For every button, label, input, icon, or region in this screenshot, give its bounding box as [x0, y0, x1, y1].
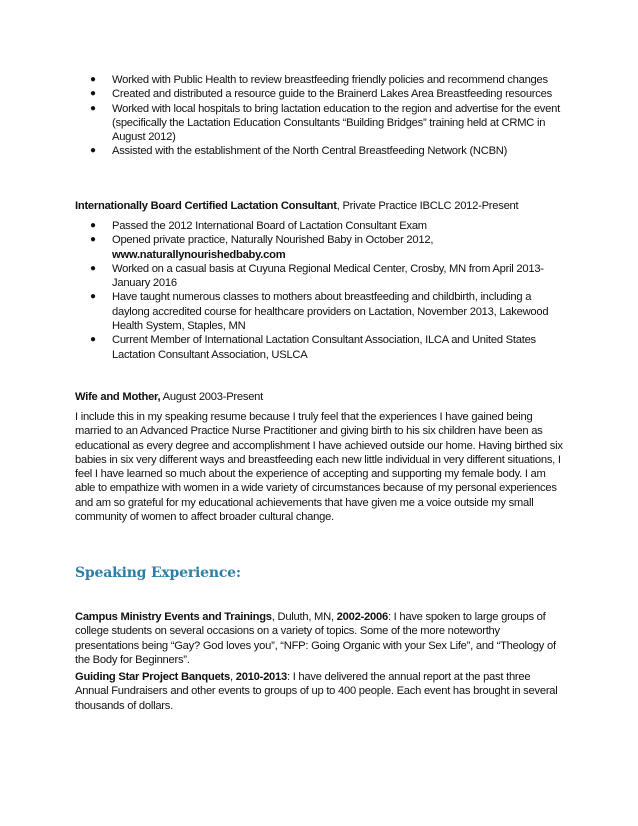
guiding-sep: ,	[230, 671, 236, 683]
list-item: ● Current Member of International Lactation Consultant Association, ILCA and United States Lactation Consultant Association, USLCA	[90, 334, 536, 361]
list-item: ● Worked on a casual basis at Cuyuna Regional Medical Center, Crosby, MN from April 2013-January 2016	[90, 262, 544, 290]
bullet-icon: ●	[90, 74, 96, 85]
campus-ministry-entry	[75, 610, 565, 667]
list-item: ● Have taught numerous classes to mothers about breastfeeding and childbirth, including a daylong accredited course for healthcare providers on Lactation, November 2013, Lakewood Health System, Staples, MN	[90, 291, 549, 333]
ibclc-title: Internationally Board Certified Lactation Consultant	[75, 200, 337, 212]
wife-paragraph: I include this in my speaking resume because I truly feel that the experiences I have gained being married to an Advanced Practice Nurse Practitioner and giving birth to his six children have been as educational as every degree and accomplishment I have achieved outside our home. Having birthed six babies in six very different ways and breastfeeding each new little individual in very different situations, I feel I have learned so much about the experience of accepting and supporting my female body. I am able to empathize with women in a wide variety of circumstances because of my personal experiences and am so grateful for my educational achievements that have given me a voice outside my small community of women to affect broader cultural change.	[75, 411, 563, 524]
bullet-icon: ●	[90, 145, 96, 157]
guiding-text: : I have delivered the annual report at the past three Annual Fundraisers and other events to groups of up to 400 people. Each event has brought in several thousands of dollars.	[75, 671, 558, 712]
ibclc-subtitle: , Private Practice IBCLC 2012-Present	[336, 200, 519, 212]
guiding-star-entry	[75, 670, 565, 713]
bullet-icon: ●	[90, 291, 96, 303]
list-item: ● Opened private practice, Naturally Nourished Baby in October 2012, www.naturallynourishedbaby.com	[90, 234, 434, 261]
wife-title: Wife and Mother,	[75, 391, 161, 403]
section-title: Speaking Experience:	[75, 565, 241, 581]
wife-heading	[75, 390, 565, 404]
list-item: ● Worked with local hospitals to bring lactation education to the region and advertise for the event (specifically the Lactation Education Consultants “Building Bridges” training held at CRMC in August 2012)	[90, 102, 560, 144]
guiding-years: 2010-2013	[235, 671, 287, 683]
campus-location: , Duluth, MN,	[271, 611, 337, 623]
wife-subtitle: August 2003-Present	[160, 391, 264, 403]
list-item: ● Worked with Public Health to review breastfeeding friendly policies and recommend changes	[90, 74, 548, 86]
campus-years: 2002-2006	[336, 611, 388, 623]
guiding-title: Guiding Star Project Banquets	[75, 671, 230, 683]
list-item: ● Assisted with the establishment of the North Central Breastfeeding Network (NCBN)	[90, 145, 508, 158]
bullet-icon: ●	[90, 334, 96, 346]
campus-text: : I have spoken to large groups of college students on several occasions on a variety of topics. Some of the more noteworthy presentations being “Gay? God loves you”, “NFP: Going Organic with your Sex Life”, and “Theology of the Body for Beginners”.	[75, 611, 556, 666]
website-link[interactable]: www.naturallynourishedbaby.com	[112, 248, 286, 261]
bullet-icon: ●	[90, 234, 96, 246]
ibclc-bullet-list	[75, 219, 565, 362]
bullet-icon: ●	[90, 88, 96, 100]
list-item: ● Created and distributed a resource guide to the Brainerd Lakes Area Breastfeeding resources	[90, 88, 552, 101]
list-item: ● Passed the 2012 International Board of Lactation Consultant Exam	[90, 220, 427, 232]
ibclc-heading	[75, 199, 565, 213]
campus-title: Campus Ministry Events and Trainings	[75, 611, 272, 623]
top-bullet-list	[75, 73, 565, 159]
bullet-icon: ●	[90, 262, 96, 274]
bullet-icon: ●	[90, 220, 96, 231]
bullet-icon: ●	[90, 102, 96, 114]
